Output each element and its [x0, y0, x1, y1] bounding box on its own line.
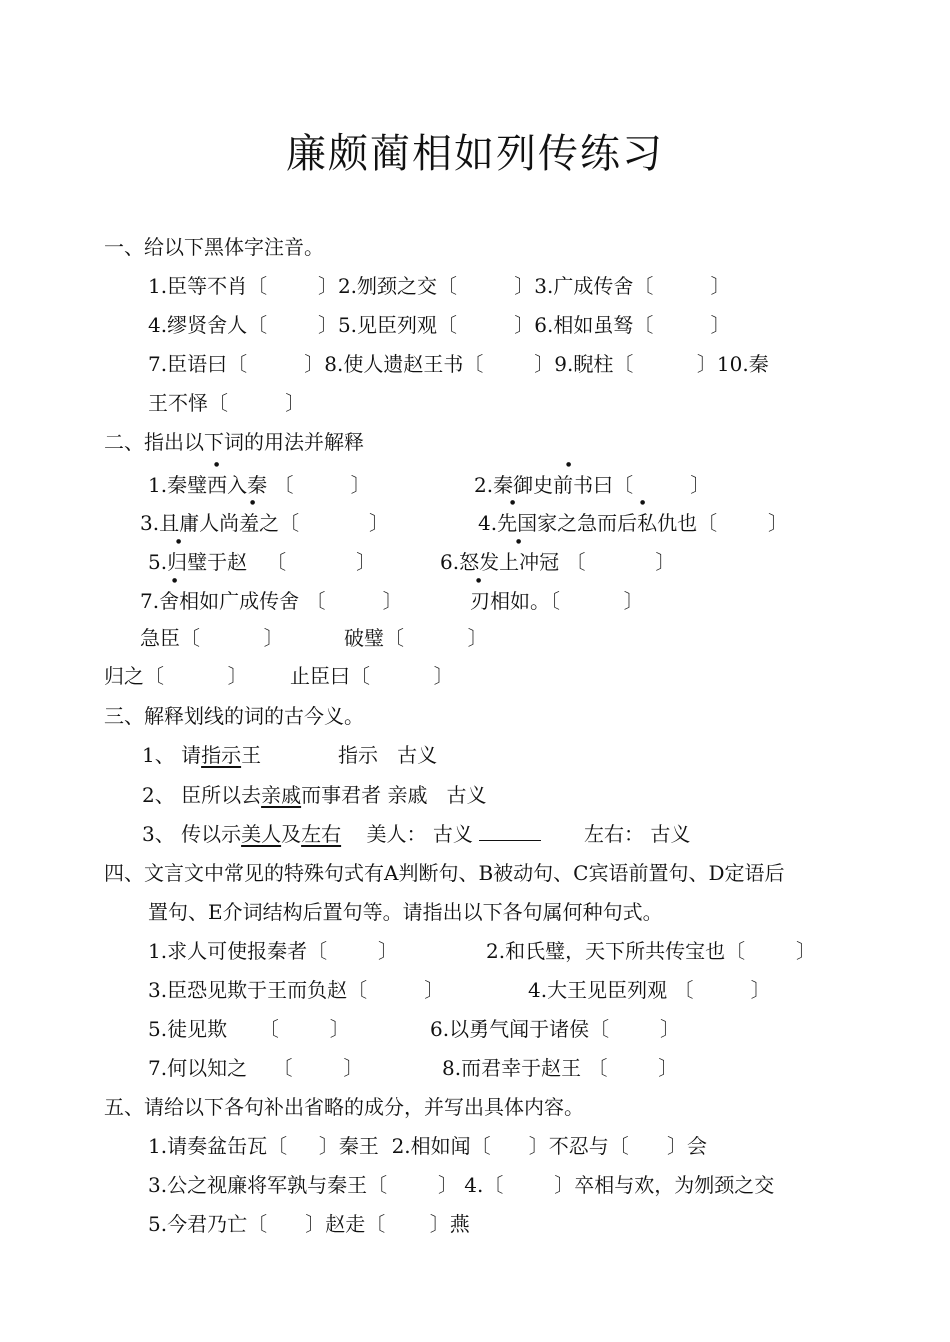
s3-row-3-underlined-2: 左右 [301, 822, 342, 846]
s3-row-3-mid: 及 [281, 822, 302, 846]
emphasis-dot: ● [176, 538, 182, 545]
emphasis-dot: ● [476, 577, 482, 584]
s2-item-4: 4.先国家之急而后私仇也〔 〕 [478, 511, 788, 535]
s3-row-1 [142, 742, 261, 768]
s3-row-1-pre: 1、 请 [142, 743, 202, 767]
s3-row-2-post: 而事君者 亲戚 古义 [301, 783, 487, 807]
emphasis-dot: ● [250, 499, 256, 506]
s2-item-10: 破璧〔 〕 [344, 626, 488, 650]
emphasis-dot: ● [566, 461, 572, 468]
s2-item-3: 3.且庸人尚羞之〔 〕 [140, 511, 390, 535]
s3-row-2-underlined: 亲戚 [261, 783, 302, 807]
s2-item-6: 6.怒发上冲冠 〔 〕 [440, 550, 676, 574]
s4-item-1: 1.求人可使报秦者〔 〕 [148, 939, 398, 963]
s3-row-3 [142, 821, 541, 847]
page-title: 廉颇蔺相如列传练习 [286, 131, 664, 177]
s5-line-1: 1.请奏盆缶瓦〔 〕秦王 2.相如闻〔 〕不忍与〔 〕会 [148, 1134, 707, 1158]
s1-line-3: 7.臣语曰〔 〕8.使人遗赵王书〔 〕9.睨柱〔 〕10.秦 [148, 352, 769, 376]
s1-line-4: 王不怿〔 〕 [148, 391, 306, 415]
answer-blank[interactable] [479, 822, 541, 841]
s2-item-2: 2.秦御史前书曰〔 〕 [474, 473, 711, 497]
s2-item-7: 7.舍相如广成传舍 〔 〕 [140, 589, 403, 613]
emphasis-dot: ● [214, 461, 220, 468]
section-3-heading: 三、解释划线的词的古今义。 [104, 704, 364, 728]
s1-line-2: 4.缪贤舍人〔 〕5.见臣列观〔 〕6.相如虽驽〔 〕 [148, 313, 731, 337]
s5-line-2: 3.公之视廉将军孰与秦王〔 〕 4.〔 〕卒相与欢，为刎颈之交 [148, 1173, 775, 1197]
emphasis-dot: ● [640, 499, 646, 506]
s3-row-3-underlined-1: 美人 [241, 822, 282, 846]
s2-item-8: 刃相如。〔 〕 [470, 589, 644, 613]
s2-item-11: 归之〔 〕 [104, 664, 248, 688]
section-2-heading: 二、指出以下词的用法并解释 [104, 430, 364, 454]
s3-row-2-pre: 2、 臣所以去 [142, 783, 262, 807]
s3-row-1-right: 指示 古义 [338, 743, 438, 767]
s2-item-5: 5.归璧于赵 〔 〕 [148, 550, 377, 574]
s4-item-5: 5.徒见欺 〔 〕 [148, 1017, 350, 1041]
s4-item-7: 7.何以知之 〔 〕 [148, 1056, 364, 1080]
s4-item-4: 4.大王见臣列观 〔 〕 [528, 978, 771, 1002]
s2-item-12: 止臣曰〔 〕 [290, 664, 454, 688]
emphasis-dot: ● [516, 538, 522, 545]
s4-item-6: 6.以勇气闻于诸侯〔 〕 [430, 1017, 680, 1041]
s2-item-9: 急臣〔 〕 [140, 626, 284, 650]
emphasis-dot: ● [510, 499, 516, 506]
s4-item-2: 2.和氏璧，天下所共传宝也〔 〕 [486, 939, 816, 963]
s3-row-1-underlined: 指示 [201, 743, 242, 767]
s3-row-3-right: 左右： 古义 [584, 822, 691, 846]
s2-item-1: 1.秦璧西入秦 〔 〕 [148, 473, 371, 497]
s3-row-2 [142, 782, 487, 808]
s4-item-8: 8.而君幸于赵王 〔 〕 [442, 1056, 679, 1080]
section-4-heading-2: 置句、E介词结构后置句等。请指出以下各句属何种句式。 [148, 900, 663, 924]
section-1-heading: 一、给以下黑体字注音。 [104, 235, 324, 259]
s4-item-3: 3.臣恐见欺于王而负赵〔 〕 [148, 978, 445, 1002]
section-5-heading: 五、请给以下各句补出省略的成分，并写出具体内容。 [104, 1095, 584, 1119]
s1-line-1: 1.臣等不肖〔 〕2.刎颈之交〔 〕3.广成传舍〔 〕 [148, 274, 731, 298]
emphasis-dot: ● [172, 577, 178, 584]
section-4-heading: 四、文言文中常见的特殊句式有A判断句、B被动句、C宾语前置句、D定语后 [104, 861, 785, 885]
s3-row-1-post: 王 [241, 743, 262, 767]
s5-line-3: 5.今君乃亡〔 〕赵走〔 〕燕 [148, 1212, 470, 1236]
s3-row-3-mid2: 美人： 古义 [341, 822, 480, 846]
s3-row-3-pre: 3、 传以示 [142, 822, 242, 846]
